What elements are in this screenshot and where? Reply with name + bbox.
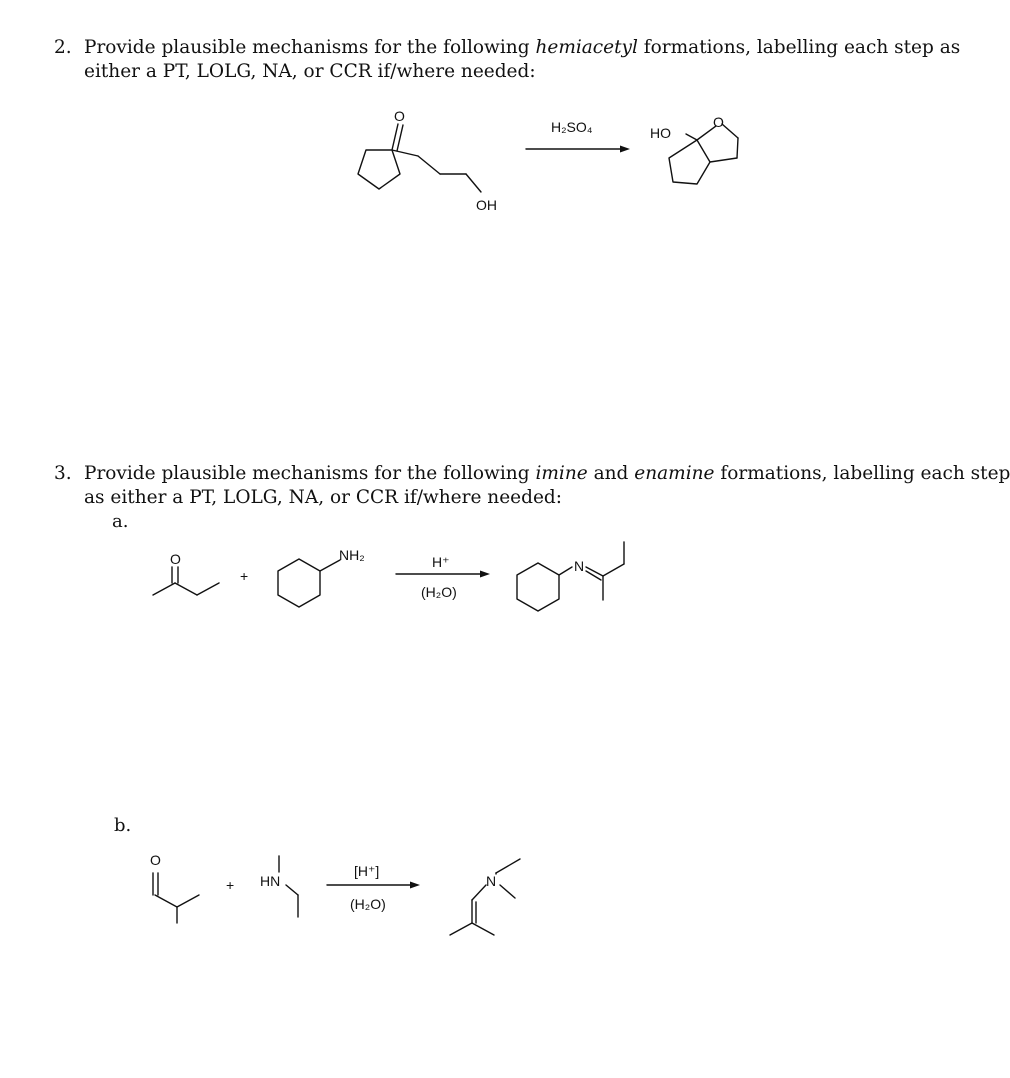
q3b-amine-label: HN [260, 873, 281, 889]
q3b-reagent-bottom: (H₂O) [350, 896, 386, 912]
q3a-ketone-molecule [153, 551, 219, 595]
q3b-amine-molecule [260, 856, 298, 917]
q3a-plus-sign: + [240, 568, 249, 584]
q3a-imine-product [517, 542, 624, 611]
question-3-number: 3. [54, 463, 72, 484]
q3a-ketone-oxygen: O [170, 551, 181, 567]
part-b-label: b. [114, 815, 132, 836]
q3a-reaction-arrow [396, 554, 490, 600]
question-2-line-1: Provide plausible mechanisms for the following hemiacetyl formations, labelling each step as [84, 37, 961, 58]
q3b-reaction-arrow [327, 863, 420, 912]
q2-reactant-hydroxyl: OH [476, 197, 497, 213]
q3b-product-nitrogen: N [486, 873, 497, 889]
hemiacetyl-term: hemiacetyl [535, 37, 638, 58]
q3a-product-nitrogen: N [574, 558, 585, 574]
question-2-line-2: either a PT, LOLG, NA, or CCR if/where needed: [84, 61, 536, 82]
q3b-aldehyde-oxygen: O [150, 852, 161, 868]
q3b-reagent-top: [H⁺] [354, 863, 380, 879]
q3b-reaction-scheme [0, 845, 978, 945]
q2-product-molecule [650, 114, 738, 184]
question-2-number: 2. [54, 37, 72, 58]
q3b-enamine-product [450, 859, 520, 935]
q2-reactant-molecule [358, 108, 497, 213]
q3a-amine-label: NH₂ [339, 547, 365, 563]
q2-product-hydroxyl: HO [650, 125, 671, 141]
q2-reagent: H₂SO₄ [551, 119, 593, 135]
q2-product-ring-oxygen: O [713, 114, 724, 130]
q2-reactant-oxygen: O [394, 108, 405, 124]
q3a-reagent-top: H⁺ [432, 554, 450, 570]
question-3-line-1: Provide plausible mechanisms for the following imine and enamine formations, labelling each step [84, 463, 1010, 484]
q3b-aldehyde-molecule [150, 852, 199, 923]
q2-reaction-scheme [0, 100, 978, 340]
part-a-label: a. [112, 511, 129, 532]
enamine-term: enamine [634, 463, 715, 484]
q3a-reaction-scheme [0, 540, 978, 640]
q2-reaction-arrow [526, 119, 630, 153]
question-3-line-2: as either a PT, LOLG, NA, or CCR if/where needed: [84, 487, 562, 508]
q3b-plus-sign: + [226, 877, 235, 893]
q3a-amine-molecule [278, 547, 365, 607]
imine-term: imine [535, 463, 588, 484]
q3a-reagent-bottom: (H₂O) [421, 584, 457, 600]
